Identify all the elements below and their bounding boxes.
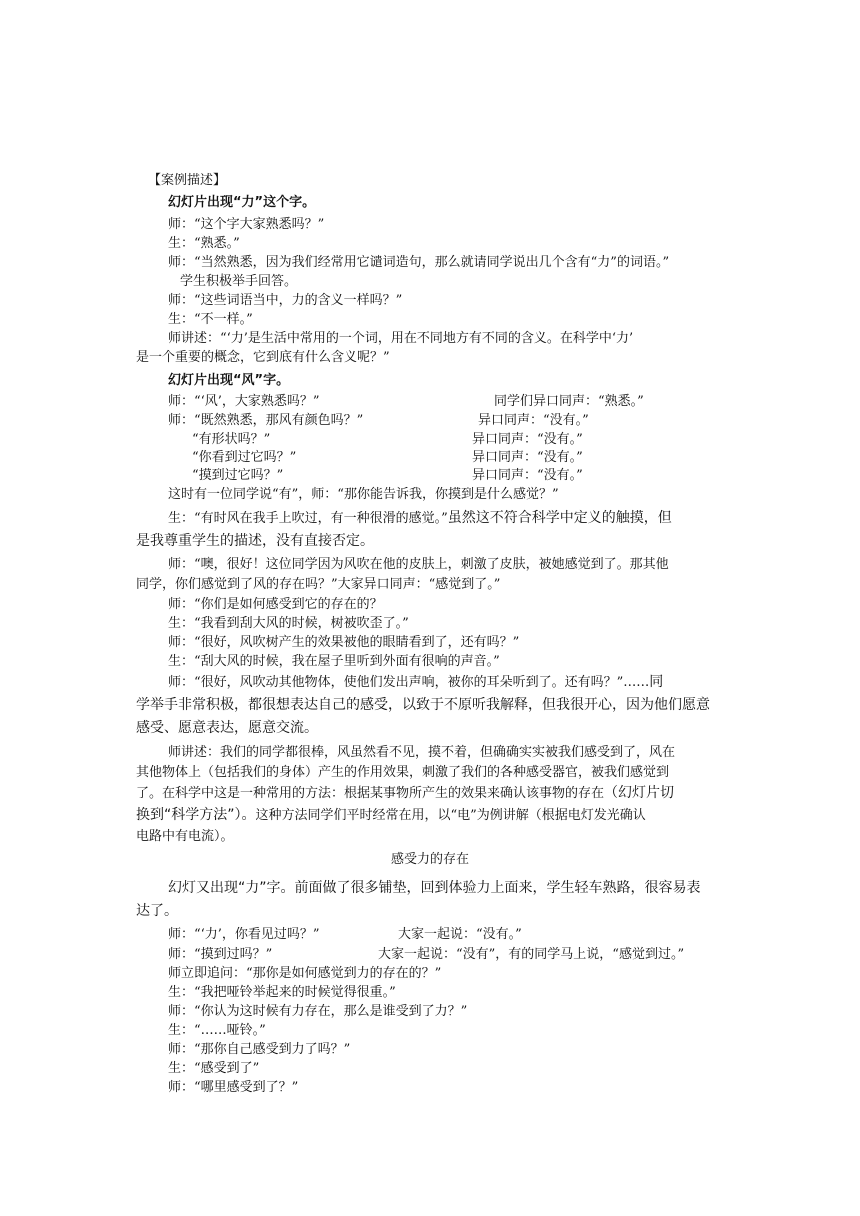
subsection-title <box>0 851 860 869</box>
text-line: 达了。 <box>136 903 178 919</box>
text-line: 幻灯片出现“力”这个字。 <box>168 195 316 210</box>
dialogue-line <box>168 615 758 633</box>
mixed-line <box>136 784 726 803</box>
text-line: “你看到过它吗？” <box>192 450 297 465</box>
text-line: 师讲述：我们的同学都很棒，风虽然看不见，摸不着，但确确实实被我们感受到了，风在 <box>168 745 676 760</box>
text-line: 大家一起说：“没有。” <box>398 927 522 942</box>
text-line: “摸到过它吗？” <box>192 468 284 483</box>
mixed-line <box>136 806 726 825</box>
dialogue-line <box>168 216 758 234</box>
text-line: 生：“感受到了” <box>168 1061 260 1076</box>
text-line: 生：“……哑铃。” <box>168 1023 266 1038</box>
text-line: 感受、愿意表达，愿意交流。 <box>136 720 318 736</box>
text-line: 是一个重要的概念，它到底有什么含义呢？” <box>136 350 390 365</box>
text-line: 是我尊重学生的描述，没有直接否定。 <box>136 533 374 549</box>
text-line: 学举手非常积极，都很想表达自己的感受，以致于不原听我解释，但我很开心，因为他们愿意 <box>136 697 710 713</box>
dialogue-response <box>472 449 583 467</box>
text-line: 异口同声：“没有。” <box>472 432 583 447</box>
dialogue-line <box>168 596 758 614</box>
text-line: 同学们异口同声：“熟悉。” <box>494 394 644 409</box>
dialogue-line <box>168 292 758 310</box>
dialogue-line <box>136 349 726 367</box>
dialogue-response <box>472 431 583 449</box>
text-line: 师：“很好，风吹动其他物体，使他们发出声响，被你的耳朵听到了。还有吗？”…… <box>168 675 650 690</box>
text-line: 师：“你们是如何感受到它的存在的？ <box>168 597 383 612</box>
dialogue-line <box>168 1003 758 1021</box>
text-line: 师立即追问：“那你是如何感觉到力的存在的？” <box>168 966 442 981</box>
dialogue-response <box>494 393 644 411</box>
mixed-line <box>168 509 758 528</box>
text-line: 师：“‘力’，你看见过吗？” <box>168 927 320 942</box>
dialogue-line <box>168 984 758 1002</box>
dialogue-line <box>168 653 758 671</box>
text-line: 师：“既然熟悉，那风有颜色吗？” <box>168 413 364 428</box>
emphasis-line <box>136 719 726 737</box>
mixed-line <box>168 673 758 692</box>
text-line: 了。在科学中这是一种常用的方法：根据某事物所产生的效果来确认该事物的存在 <box>136 786 605 801</box>
text-line: 幻灯又出现“力”字。前面做了很多铺垫，回到体验力上面来，学生轻车熟路，很容易表 <box>168 880 701 896</box>
text-line: 生：“我把哑铃举起来的时候觉得很重。” <box>168 985 396 1000</box>
text-line: 这时有一位同学说“有”，师：“那你能告诉我，你摸到是什么感觉？” <box>168 487 559 502</box>
text-line: 师：“很好，风吹树产生的效果被他的眼睛看到了，还有吗？” <box>168 635 520 650</box>
emphasis-line <box>136 532 726 550</box>
text-line: 师讲述：“‘力’是生活中常用的一个词，用在不同地方有不同的含义。在科学中‘力’ <box>168 331 634 346</box>
dialogue-line <box>168 330 758 348</box>
narration-line <box>136 764 726 782</box>
dialogue-response <box>378 946 684 964</box>
text-line: 感受力的存在 <box>390 852 469 867</box>
text-line: 师：“‘风’，大家熟悉吗？” <box>168 394 320 409</box>
dialogue-line <box>180 273 770 291</box>
section-heading <box>148 172 738 190</box>
dialogue-line <box>168 556 758 574</box>
dialogue-line <box>168 393 758 411</box>
text-line: 异口同声：“没有。” <box>472 450 583 465</box>
text-line: 师：“当然熟悉，因为我们经常用它谴词造句，那么就请同学说出几个含有“力”的词语。” <box>168 255 670 270</box>
text-line: 生：“有时风在我手上吹过，有一种很滑的感觉。” <box>168 511 448 526</box>
text-line-emphasis: 虽然这不符合科学中定义的触摸，但 <box>447 510 672 526</box>
text-line: 生：“不一样。” <box>168 312 253 327</box>
text-line: 这种方法同学们平时经常在用，以“电”为例讲解（根据电灯发光确认 <box>255 808 646 823</box>
text-line: 师：“这个字大家熟悉吗？” <box>168 217 325 232</box>
text-line: 大家一起说：“没有”，有的同学马上说，“感觉到过。” <box>378 947 685 962</box>
text-line-emphasis: （幻灯片切 <box>604 785 675 801</box>
dialogue-line <box>136 576 726 594</box>
text-line-emphasis: 同 <box>649 674 664 690</box>
text-line: 【案例描述】 <box>148 173 227 188</box>
dialogue-line <box>168 1079 758 1097</box>
dialogue-line <box>168 412 758 430</box>
dialogue-line <box>168 311 758 329</box>
text-line: 异口同声：“没有。” <box>478 413 589 428</box>
text-line: 其他物体上（包括我们的身体）产生的作用效果，刺激了我们的各种感受器官，被我们感觉到 <box>136 765 670 780</box>
text-line: 师：“你认为这时候有力存在，那么是谁受到了力？” <box>168 1004 468 1019</box>
narration-line <box>136 828 726 846</box>
emphasis-line <box>136 696 726 714</box>
dialogue-response <box>472 467 583 485</box>
narration-line <box>168 744 758 762</box>
slide-note <box>168 372 758 390</box>
dialogue-line <box>168 634 758 652</box>
dialogue-response <box>398 926 522 944</box>
text-line: 同学，你们感觉到了风的存在吗？”大家异口同声：“感觉到了。” <box>136 577 501 592</box>
emphasis-line <box>136 902 726 920</box>
text-line: 师：“那你自己感受到力了吗？” <box>168 1042 351 1057</box>
dialogue-line <box>168 1022 758 1040</box>
text-line: 师：“哪里感受到了？” <box>168 1080 299 1095</box>
text-line: 生：“刮大风的时候，我在屋子里听到外面有很响的声音。” <box>168 654 500 669</box>
dialogue-line <box>168 254 758 272</box>
text-line: 师：“摸到过吗？” <box>168 947 273 962</box>
text-line: 异口同声：“没有。” <box>472 468 583 483</box>
text-line: 电路中有电流）。 <box>136 829 234 844</box>
text-line: “有形状吗？” <box>192 432 271 447</box>
slide-note <box>168 194 758 212</box>
dialogue-line <box>168 235 758 253</box>
text-line: 生：“我看到刮大风的时候，树被吹歪了。” <box>168 616 409 631</box>
text-line-emphasis: 换到“科学方法”）。 <box>136 807 256 823</box>
emphasis-line <box>168 879 758 897</box>
text-line: 师：“噢，很好！这位同学因为风吹在他的皮肤上，刺激了皮肤，被她感觉到了。那其他 <box>168 557 669 572</box>
dialogue-response <box>478 412 589 430</box>
dialogue-line <box>168 1041 758 1059</box>
text-line: 幻灯片出现“风”字。 <box>168 373 290 388</box>
dialogue-line <box>168 965 758 983</box>
text-line: 学生积极举手回答。 <box>180 274 298 289</box>
text-line: 生：“熟悉。” <box>168 236 240 251</box>
text-line: 师：“这些词语当中，力的含义一样吗？” <box>168 293 403 308</box>
dialogue-line <box>168 486 758 504</box>
dialogue-line <box>168 1060 758 1078</box>
